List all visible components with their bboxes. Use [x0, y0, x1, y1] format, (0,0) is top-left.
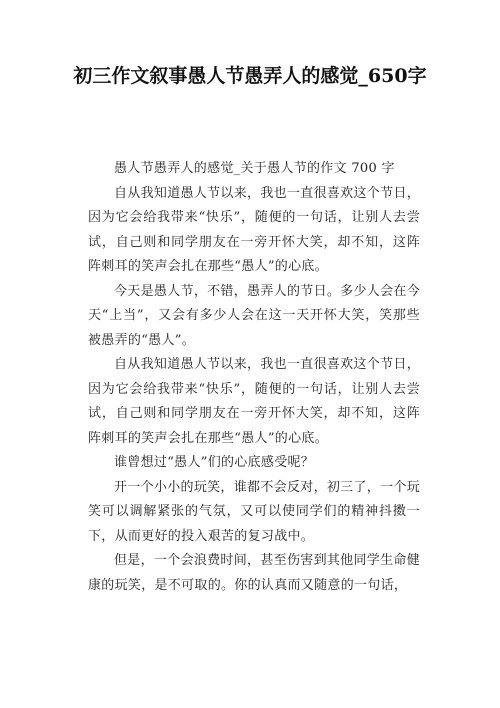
document-body [88, 157, 420, 598]
paragraph: 自从我知道愚人节以来，我也一直很喜欢这个节日，因为它会给我带来“快乐”，随便的一句话，让别人去尝试，自己则和同学朋友在一旁开怀大笑，却不知，这阵阵刺耳的笑声会扎在那些“愚人”的心底。 [88, 185, 420, 274]
paragraph: 今天是愚人节，不错，愚弄人的节日。多少人会在今天“上当”，又会有多少人会在这一天开怀大笑，笑那些被愚弄的“愚人”。 [88, 283, 420, 348]
paragraph: 但是，一个会浪费时间，甚至伤害到其他同学生命健康的玩笑，是不可取的。你的认真而又随意的一句话， [88, 553, 420, 593]
paragraph-subtitle: 愚人节愚弄人的感觉_关于愚人节的作文 700 字 [114, 161, 395, 176]
paragraph: 开一个小小的玩笑，谁都不会反对，初三了，一个玩笑可以调解紧张的气氛，又可以使同学们的精神抖擞一下，从而更好的投入艰苦的复习战中。 [88, 479, 420, 544]
paragraph: 自从我知道愚人节以来，我也一直很喜欢这个节日，因为它会给我带来“快乐”，随便的一句话，让别人去尝试，自己则和同学朋友在一旁开怀大笑，却不知，这阵阵刺耳的笑声会扎在那些“愚人”的心底。 [88, 357, 420, 446]
document-title: 初三作文叙事愚人节愚弄人的感觉_650字 [73, 65, 427, 87]
paragraph: 谁曾想过“愚人”们的心底感受呢？ [114, 455, 315, 470]
